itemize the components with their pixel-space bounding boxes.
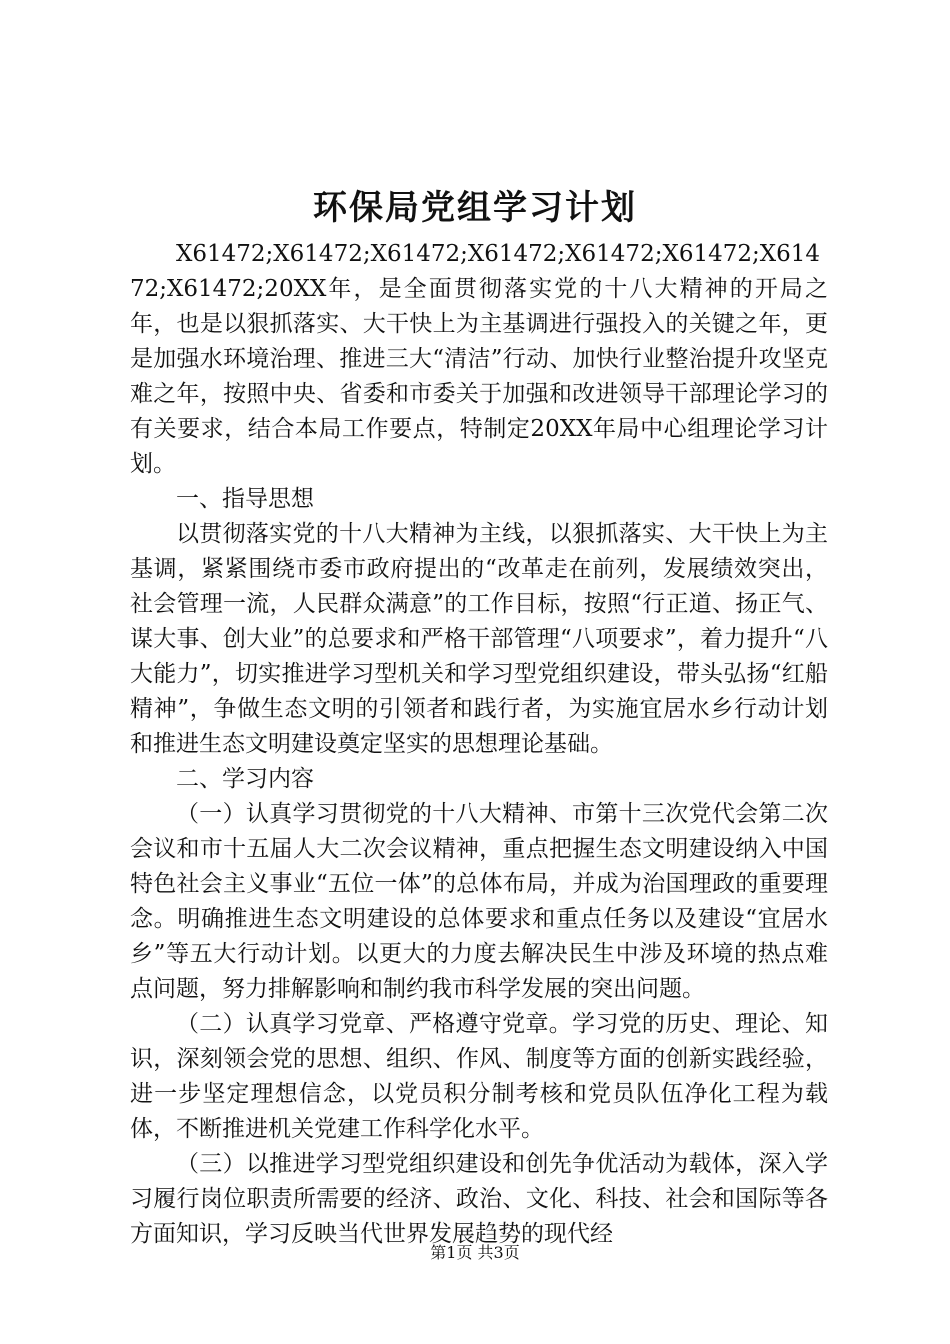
document-body bbox=[130, 237, 828, 1252]
document-title: 环保局党组学习计划 bbox=[313, 188, 637, 228]
page-footer: 第1页 共3页 bbox=[430, 1243, 520, 1262]
study-item-2-paragraph: （二）认真学习党章、严格遵守党章。学习党的历史、理论、知识，深刻领会党的思想、组织、作风、制度等方面的创新实践经验，进一步坚定理想信念，以党员积分制考核和党员队伍净化工程为载体，不断推进机关党建工作科学化水平。 bbox=[130, 1011, 828, 1142]
intro-paragraph: X61472;X61472;X61472;X61472;X61472;X61472;X61472;X61472;20XX年，是全面贯彻落实党的十八大精神的开局之年，也是以狠抓落实、大干快上为主基调进行强投入的关键之年，更是加强水环境治理、推进三大“清洁”行动、加快行业整治提升攻坚克难之年，按照中央、省委和市委关于加强和改进领导干部理论学习的有关要求，结合本局工作要点，特制定20XX年局中心组理论学习计划。 bbox=[130, 241, 828, 477]
study-item-1-paragraph: （一）认真学习贯彻党的十八大精神、市第十三次党代会第二次会议和市十五届人大二次会议精神，重点把握生态文明建设纳入中国特色社会主义事业“五位一体”的总体布局，并成为治国理政的重要理念。明确推进生态文明建设的总体要求和重点任务以及建设“宜居水乡”等五大行动计划。以更大的力度去解决民生中涉及环境的热点难点问题，努力排解影响和制约我市科学发展的突出问题。 bbox=[130, 801, 828, 1002]
section-heading-guiding-thought: 一、指导思想 bbox=[176, 486, 314, 512]
section-heading-study-content: 二、学习内容 bbox=[176, 766, 314, 792]
study-item-3-paragraph: （三）以推进学习型党组织建设和创先争优活动为载体，深入学习履行岗位职责所需要的经济、政治、文化、科技、社会和国际等各方面知识，学习反映当代世界发展趋势的现代经 bbox=[130, 1151, 828, 1247]
guiding-thought-paragraph: 以贯彻落实党的十八大精神为主线，以狠抓落实、大干快上为主基调，紧紧围绕市委市政府提出的“改革走在前列，发展绩效突出，社会管理一流，人民群众满意”的工作目标，按照“行正道、扬正气、谋大事、创大业”的总要求和严格干部管理“八项要求”，着力提升“八大能力”，切实推进学习型机关和学习型党组织建设，带头弘扬“红船精神”，争做生态文明的引领者和践行者，为实施宜居水乡行动计划和推进生态文明建设奠定坚实的思想理论基础。 bbox=[130, 521, 828, 757]
